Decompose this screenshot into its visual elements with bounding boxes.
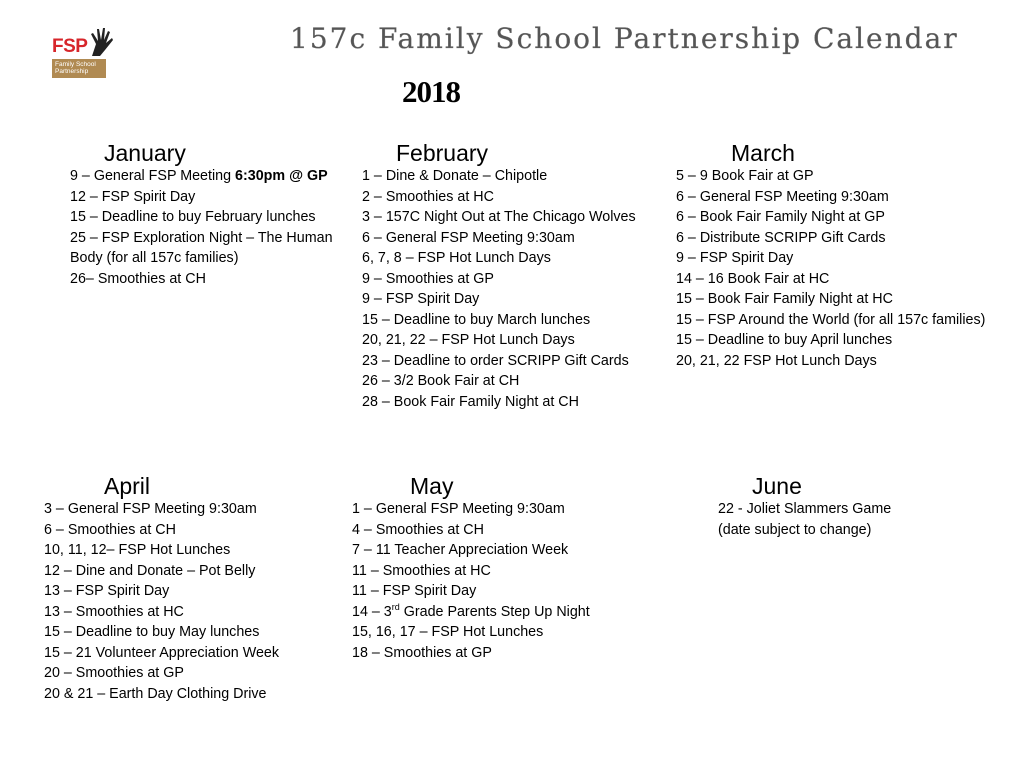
event-item: 20 – Smoothies at GP xyxy=(44,665,184,681)
event-item: 9 – Smoothies at GP xyxy=(362,270,494,287)
event-item: 22 - Joliet Slammers Game xyxy=(718,501,892,517)
event-item: 15 – FSP Around the World (for all 157c families) xyxy=(676,311,986,328)
event-item: 15, 16, 17 – FSP Hot Lunches xyxy=(352,624,544,640)
logo-tagline-line-2: Partnership xyxy=(55,68,89,75)
event-item: 12 – FSP Spirit Day xyxy=(70,188,196,205)
month-title: April xyxy=(104,473,151,499)
event-list xyxy=(362,166,636,412)
event-item: 9 – FSP Spirit Day xyxy=(676,250,794,266)
month-title: January xyxy=(104,140,186,166)
month-may xyxy=(352,473,590,663)
event-item: 10, 11, 12– FSP Hot Lunches xyxy=(44,542,231,558)
month-title: May xyxy=(410,473,454,499)
event-item: 14 – 3rd Grade Parents Step Up Night xyxy=(352,601,590,620)
month-april xyxy=(44,473,279,704)
event-item: 20, 21, 22 FSP Hot Lunch Days xyxy=(676,352,877,369)
event-item: 26 – 3/2 Book Fair at CH xyxy=(362,373,520,389)
event-item: 25 – FSP Exploration Night – The Human xyxy=(70,229,333,246)
month-title: March xyxy=(731,140,795,166)
event-item: 9 – General FSP Meeting 6:30pm @ GP xyxy=(70,168,328,184)
event-item: (date subject to change) xyxy=(718,521,872,538)
event-item: 2 – Smoothies at HC xyxy=(362,188,494,205)
event-item: 15 – Deadline to buy April lunches xyxy=(676,332,893,348)
hand-icon xyxy=(88,26,114,58)
event-item: 6, 7, 8 – FSP Hot Lunch Days xyxy=(362,250,551,266)
event-item: 20 & 21 – Earth Day Clothing Drive xyxy=(44,685,267,702)
month-january xyxy=(70,140,333,289)
event-item: 23 – Deadline to order SCRIPP Gift Cards xyxy=(362,352,629,369)
event-item: 15 – Deadline to buy May lunches xyxy=(44,624,260,640)
month-february xyxy=(362,140,636,412)
fsp-logo xyxy=(52,26,112,78)
event-item: 6 – General FSP Meeting 9:30am xyxy=(676,188,889,205)
page-title: 157c Family School Partnership Calendar xyxy=(290,22,959,55)
event-item: Body (for all 157c families) xyxy=(70,250,239,266)
event-item: 11 – Smoothies at HC xyxy=(352,562,491,579)
event-item: 6 – Distribute SCRIPP Gift Cards xyxy=(676,229,886,246)
event-item: 11 – FSP Spirit Day xyxy=(352,583,477,599)
event-item: 13 – Smoothies at HC xyxy=(44,603,184,620)
event-item: 15 – Deadline to buy March lunches xyxy=(362,311,591,328)
event-item: 28 – Book Fair Family Night at CH xyxy=(362,393,579,410)
event-item: 6 – Book Fair Family Night at GP xyxy=(676,209,885,225)
event-item: 5 – 9 Book Fair at GP xyxy=(676,168,814,184)
event-item: 20, 21, 22 – FSP Hot Lunch Days xyxy=(362,332,575,348)
event-item: 18 – Smoothies at GP xyxy=(352,644,492,661)
event-list xyxy=(70,166,333,289)
event-list xyxy=(718,499,891,540)
event-item: 15 – 21 Volunteer Appreciation Week xyxy=(44,644,280,661)
event-item: 26– Smoothies at CH xyxy=(70,270,206,287)
logo-tagline-line-1: Family School xyxy=(55,61,96,68)
event-item: 1 – Dine & Donate – Chipotle xyxy=(362,168,548,184)
event-item: 12 – Dine and Donate – Pot Belly xyxy=(44,562,256,579)
event-item: 14 – 16 Book Fair at HC xyxy=(676,270,830,287)
month-march xyxy=(676,140,985,371)
event-list xyxy=(676,166,985,371)
event-item: 15 – Book Fair Family Night at HC xyxy=(676,291,893,307)
event-item: 3 – General FSP Meeting 9:30am xyxy=(44,501,257,517)
event-item: 3 – 157C Night Out at The Chicago Wolves xyxy=(362,209,636,225)
month-title: June xyxy=(752,473,802,499)
event-item: 6 – Smoothies at CH xyxy=(44,521,176,538)
event-list xyxy=(44,499,279,704)
event-item: 6 – General FSP Meeting 9:30am xyxy=(362,229,575,246)
logo-tagline xyxy=(52,59,106,78)
month-june xyxy=(718,473,891,540)
logo-mark: FSP xyxy=(52,36,88,57)
event-item: 4 – Smoothies at CH xyxy=(352,521,484,538)
month-title: February xyxy=(396,140,489,166)
event-item: 15 – Deadline to buy February lunches xyxy=(70,209,316,225)
event-list xyxy=(352,499,590,663)
event-item: 1 – General FSP Meeting 9:30am xyxy=(352,501,565,517)
event-item: 13 – FSP Spirit Day xyxy=(44,583,170,599)
year-heading: 2018 xyxy=(402,74,460,109)
event-item: 7 – 11 Teacher Appreciation Week xyxy=(352,542,569,558)
event-item: 9 – FSP Spirit Day xyxy=(362,291,480,307)
